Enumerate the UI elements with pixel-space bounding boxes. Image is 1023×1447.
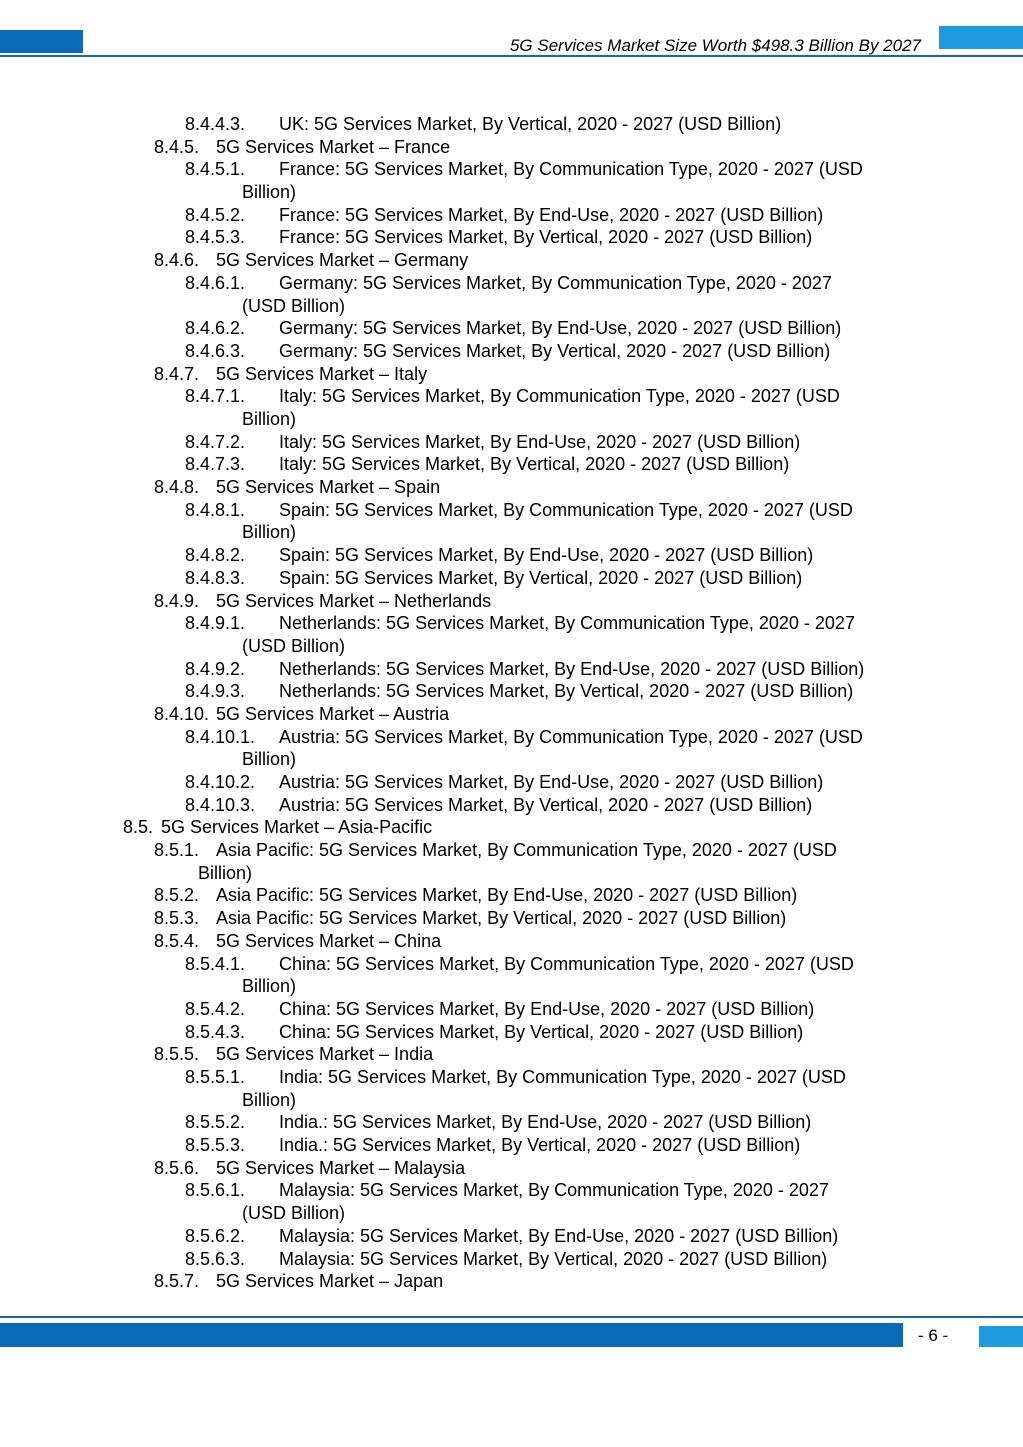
toc-entry-number: 8.4.7.2.: [185, 431, 246, 452]
toc-entry: [0, 998, 1023, 1021]
toc-entry-title-continued: Billion): [242, 749, 297, 770]
footer-rule: [0, 1316, 1023, 1318]
toc-entry: [0, 907, 1023, 930]
toc-entry-number: 8.4.4.3.: [185, 114, 246, 134]
toc-entry-number: 8.5.: [123, 817, 154, 838]
toc-entry-title: Asia Pacific: 5G Services Market, By End-Use, 2020 - 2027 (USD Billion): [216, 885, 798, 906]
toc-entry-title: China: 5G Services Market, By Vertical, 2020 - 2027 (USD Billion): [279, 1021, 804, 1042]
toc-entry-number: 8.4.7.3.: [185, 454, 246, 475]
toc-entry: [0, 680, 1023, 703]
toc-entry-number: 8.5.6.3.: [185, 1248, 246, 1269]
toc-entry-title: 5G Services Market – France: [216, 136, 451, 157]
table-of-contents: [0, 113, 1023, 1293]
toc-entry-title: 5G Services Market – Asia-Pacific: [161, 817, 433, 838]
toc-entry: [0, 953, 1023, 998]
toc-entry-title: Austria: 5G Services Market, By Communication Type, 2020 - 2027 (USD: [279, 726, 863, 747]
toc-entry: [0, 1066, 1023, 1111]
toc-entry-number: 8.4.5.2.: [185, 204, 246, 225]
toc-entry-title: 5G Services Market – Japan: [216, 1271, 444, 1292]
toc-entry-number: 8.5.6.1.: [185, 1180, 246, 1201]
toc-entry: [0, 771, 1023, 794]
toc-entry: [0, 567, 1023, 590]
toc-entry: [0, 453, 1023, 476]
toc-entry: [0, 1021, 1023, 1044]
toc-entry-number: 8.5.3.: [154, 908, 200, 929]
toc-entry-title-continued: Billion): [242, 522, 297, 543]
toc-entry-number: 8.5.5.1.: [185, 1067, 246, 1087]
toc-entry-title: Malaysia: 5G Services Market, By End-Use, 2020 - 2027 (USD Billion): [279, 1225, 839, 1246]
toc-entry-title: France: 5G Services Market, By Communication Type, 2020 - 2027 (USD: [279, 159, 863, 180]
toc-entry-number: 8.5.4.2.: [185, 998, 246, 1019]
toc-entry: [0, 794, 1023, 817]
toc-entry-title: Germany: 5G Services Market, By Vertical, 2020 - 2027 (USD Billion): [279, 340, 831, 361]
toc-entry-title: Netherlands: 5G Services Market, By Vertical, 2020 - 2027 (USD Billion): [279, 681, 854, 702]
toc-entry-title: 5G Services Market – Malaysia: [216, 1157, 466, 1178]
toc-entry: [0, 590, 1023, 613]
toc-entry-title: Spain: 5G Services Market, By Vertical, 2020 - 2027 (USD Billion): [279, 567, 803, 588]
header-left-accent: [0, 30, 83, 53]
toc-entry-number: 8.4.9.3.: [185, 681, 246, 702]
toc-entry-number: 8.5.6.2.: [185, 1225, 246, 1246]
toc-entry-title-continued: Billion): [198, 862, 253, 883]
toc-entry: [0, 930, 1023, 953]
toc-entry: [0, 136, 1023, 159]
toc-entry: [0, 340, 1023, 363]
toc-entry: [0, 816, 1023, 839]
toc-entry-title: Austria: 5G Services Market, By Vertical, 2020 - 2027 (USD Billion): [279, 794, 813, 815]
toc-entry-number: 8.4.8.: [154, 477, 200, 498]
toc-entry-number: 8.5.1.: [154, 840, 200, 861]
toc-entry-title-continued: Billion): [242, 976, 297, 997]
toc-entry-number: 8.4.9.1.: [185, 613, 246, 634]
toc-entry: [0, 1225, 1023, 1248]
toc-entry-title: 5G Services Market – Spain: [216, 477, 441, 498]
footer-band: [0, 1323, 903, 1347]
toc-entry-number: 8.4.6.3.: [185, 340, 246, 361]
toc-entry-title: Netherlands: 5G Services Market, By Communication Type, 2020 - 2027: [279, 613, 855, 634]
toc-entry-title: Italy: 5G Services Market, By End-Use, 2020 - 2027 (USD Billion): [279, 431, 801, 452]
toc-entry-title: Germany: 5G Services Market, By End-Use, 2020 - 2027 (USD Billion): [279, 318, 842, 339]
toc-entry: [0, 431, 1023, 454]
toc-entry-number: 8.4.6.1.: [185, 272, 246, 293]
toc-entry-number: 8.5.5.: [154, 1044, 200, 1065]
toc-entry-number: 8.4.5.: [154, 136, 200, 157]
toc-entry-title-continued: (USD Billion): [242, 295, 346, 316]
toc-entry: [0, 363, 1023, 386]
toc-entry-number: 8.5.5.2.: [185, 1112, 246, 1133]
toc-entry-number: 8.5.2.: [154, 885, 200, 906]
toc-entry: [0, 385, 1023, 430]
toc-entry-title: 5G Services Market – Austria: [216, 703, 450, 724]
toc-entry-title: 5G Services Market – China: [216, 930, 442, 951]
toc-entry: [0, 1157, 1023, 1180]
toc-entry-title: Malaysia: 5G Services Market, By Vertical, 2020 - 2027 (USD Billion): [279, 1248, 828, 1269]
toc-entry-number: 8.5.4.: [154, 930, 200, 951]
toc-entry-title: Asia Pacific: 5G Services Market, By Vertical, 2020 - 2027 (USD Billion): [216, 908, 787, 929]
toc-entry-number: 8.4.10.1.: [185, 726, 256, 747]
toc-entry-number: 8.5.4.3.: [185, 1021, 246, 1042]
toc-entry-number: 8.4.9.: [154, 590, 200, 611]
header-right-accent: [939, 26, 1023, 49]
toc-entry-number: 8.4.8.3.: [185, 567, 246, 588]
page-number: - 6 -: [918, 1326, 949, 1345]
toc-entry: [0, 249, 1023, 272]
toc-entry-title: Netherlands: 5G Services Market, By End-Use, 2020 - 2027 (USD Billion): [279, 658, 865, 679]
toc-entry: [0, 226, 1023, 249]
toc-entry-title: India.: 5G Services Market, By End-Use, 2020 - 2027 (USD Billion): [279, 1112, 812, 1133]
toc-entry: [0, 158, 1023, 203]
toc-entry-number: 8.5.4.1.: [185, 953, 246, 974]
toc-entry-title-continued: (USD Billion): [242, 1203, 346, 1224]
toc-entry-title: 5G Services Market – Netherlands: [216, 590, 492, 611]
toc-entry-number: 8.4.6.2.: [185, 318, 246, 339]
toc-entry: [0, 1248, 1023, 1271]
toc-entry-number: 8.5.5.3.: [185, 1135, 246, 1156]
toc-entry: [0, 544, 1023, 567]
toc-entry-number: 8.4.10.3.: [185, 794, 256, 815]
toc-entry: [0, 703, 1023, 726]
toc-entry: [0, 204, 1023, 227]
toc-entry-title: 5G Services Market – Germany: [216, 250, 469, 271]
toc-entry: [0, 113, 1023, 136]
toc-entry-title: Malaysia: 5G Services Market, By Communication Type, 2020 - 2027: [279, 1180, 829, 1201]
toc-entry: [0, 658, 1023, 681]
toc-entry-number: 8.4.7.1.: [185, 386, 246, 407]
toc-entry-number: 8.4.8.1.: [185, 499, 246, 520]
toc-entry: [0, 272, 1023, 317]
toc-entry-number: 8.4.5.1.: [185, 159, 246, 180]
toc-entry-number: 8.4.6.: [154, 250, 200, 271]
toc-entry: [0, 884, 1023, 907]
toc-entry-title-continued: Billion): [242, 408, 297, 429]
toc-entry-title: 5G Services Market – India: [216, 1044, 434, 1065]
toc-entry-title: 5G Services Market – Italy: [216, 363, 428, 384]
toc-entry-title: China: 5G Services Market, By End-Use, 2020 - 2027 (USD Billion): [279, 998, 815, 1019]
toc-entry: [0, 317, 1023, 340]
toc-entry: [0, 1043, 1023, 1066]
toc-entry-number: 8.4.5.3.: [185, 227, 246, 248]
toc-entry-title: Asia Pacific: 5G Services Market, By Communication Type, 2020 - 2027 (USD: [216, 840, 837, 861]
toc-entry-number: 8.5.6.: [154, 1157, 200, 1178]
toc-entry-title: India: 5G Services Market, By Communication Type, 2020 - 2027 (USD: [279, 1067, 846, 1087]
toc-entry: [0, 476, 1023, 499]
toc-entry-title: Austria: 5G Services Market, By End-Use, 2020 - 2027 (USD Billion): [279, 772, 824, 793]
toc-entry-title: Spain: 5G Services Market, By End-Use, 2020 - 2027 (USD Billion): [279, 545, 814, 566]
toc-entry-title: China: 5G Services Market, By Communication Type, 2020 - 2027 (USD: [279, 953, 854, 974]
footer-right-accent: [979, 1326, 1023, 1347]
toc-entry: [0, 499, 1023, 544]
toc-entry-title: Spain: 5G Services Market, By Communication Type, 2020 - 2027 (USD: [279, 499, 853, 520]
toc-entry: [0, 1134, 1023, 1157]
toc-entry: [0, 612, 1023, 657]
toc-entry-number: 8.4.9.2.: [185, 658, 246, 679]
toc-entry: [0, 839, 1023, 884]
toc-entry: [0, 1270, 1023, 1293]
toc-entry-number: 8.4.10.2.: [185, 772, 256, 793]
toc-entry-title: France: 5G Services Market, By End-Use, 2020 - 2027 (USD Billion): [279, 204, 824, 225]
toc-entry-title: Germany: 5G Services Market, By Communication Type, 2020 - 2027: [279, 272, 832, 293]
toc-entry-title: UK: 5G Services Market, By Vertical, 2020 - 2027 (USD Billion): [279, 114, 782, 134]
toc-entry-number: 8.5.7.: [154, 1271, 200, 1292]
toc-entry-number: 8.4.8.2.: [185, 545, 246, 566]
toc-entry-title: France: 5G Services Market, By Vertical, 2020 - 2027 (USD Billion): [279, 227, 813, 248]
toc-entry-number: 8.4.7.: [154, 363, 200, 384]
toc-entry: [0, 1111, 1023, 1134]
toc-entry: [0, 726, 1023, 771]
toc-entry-title-continued: Billion): [242, 1089, 297, 1110]
toc-entry-title-continued: Billion): [242, 182, 297, 203]
running-header-title: 5G Services Market Size Worth $498.3 Billion By 2027: [509, 36, 921, 55]
toc-entry-number: 8.4.10.: [154, 703, 210, 724]
toc-entry-title: India.: 5G Services Market, By Vertical, 2020 - 2027 (USD Billion): [279, 1135, 801, 1156]
toc-entry: [0, 1179, 1023, 1224]
toc-entry-title-continued: (USD Billion): [242, 635, 346, 656]
toc-entry-title: Italy: 5G Services Market, By Communication Type, 2020 - 2027 (USD: [279, 386, 840, 407]
toc-entry-title: Italy: 5G Services Market, By Vertical, 2020 - 2027 (USD Billion): [279, 454, 790, 475]
